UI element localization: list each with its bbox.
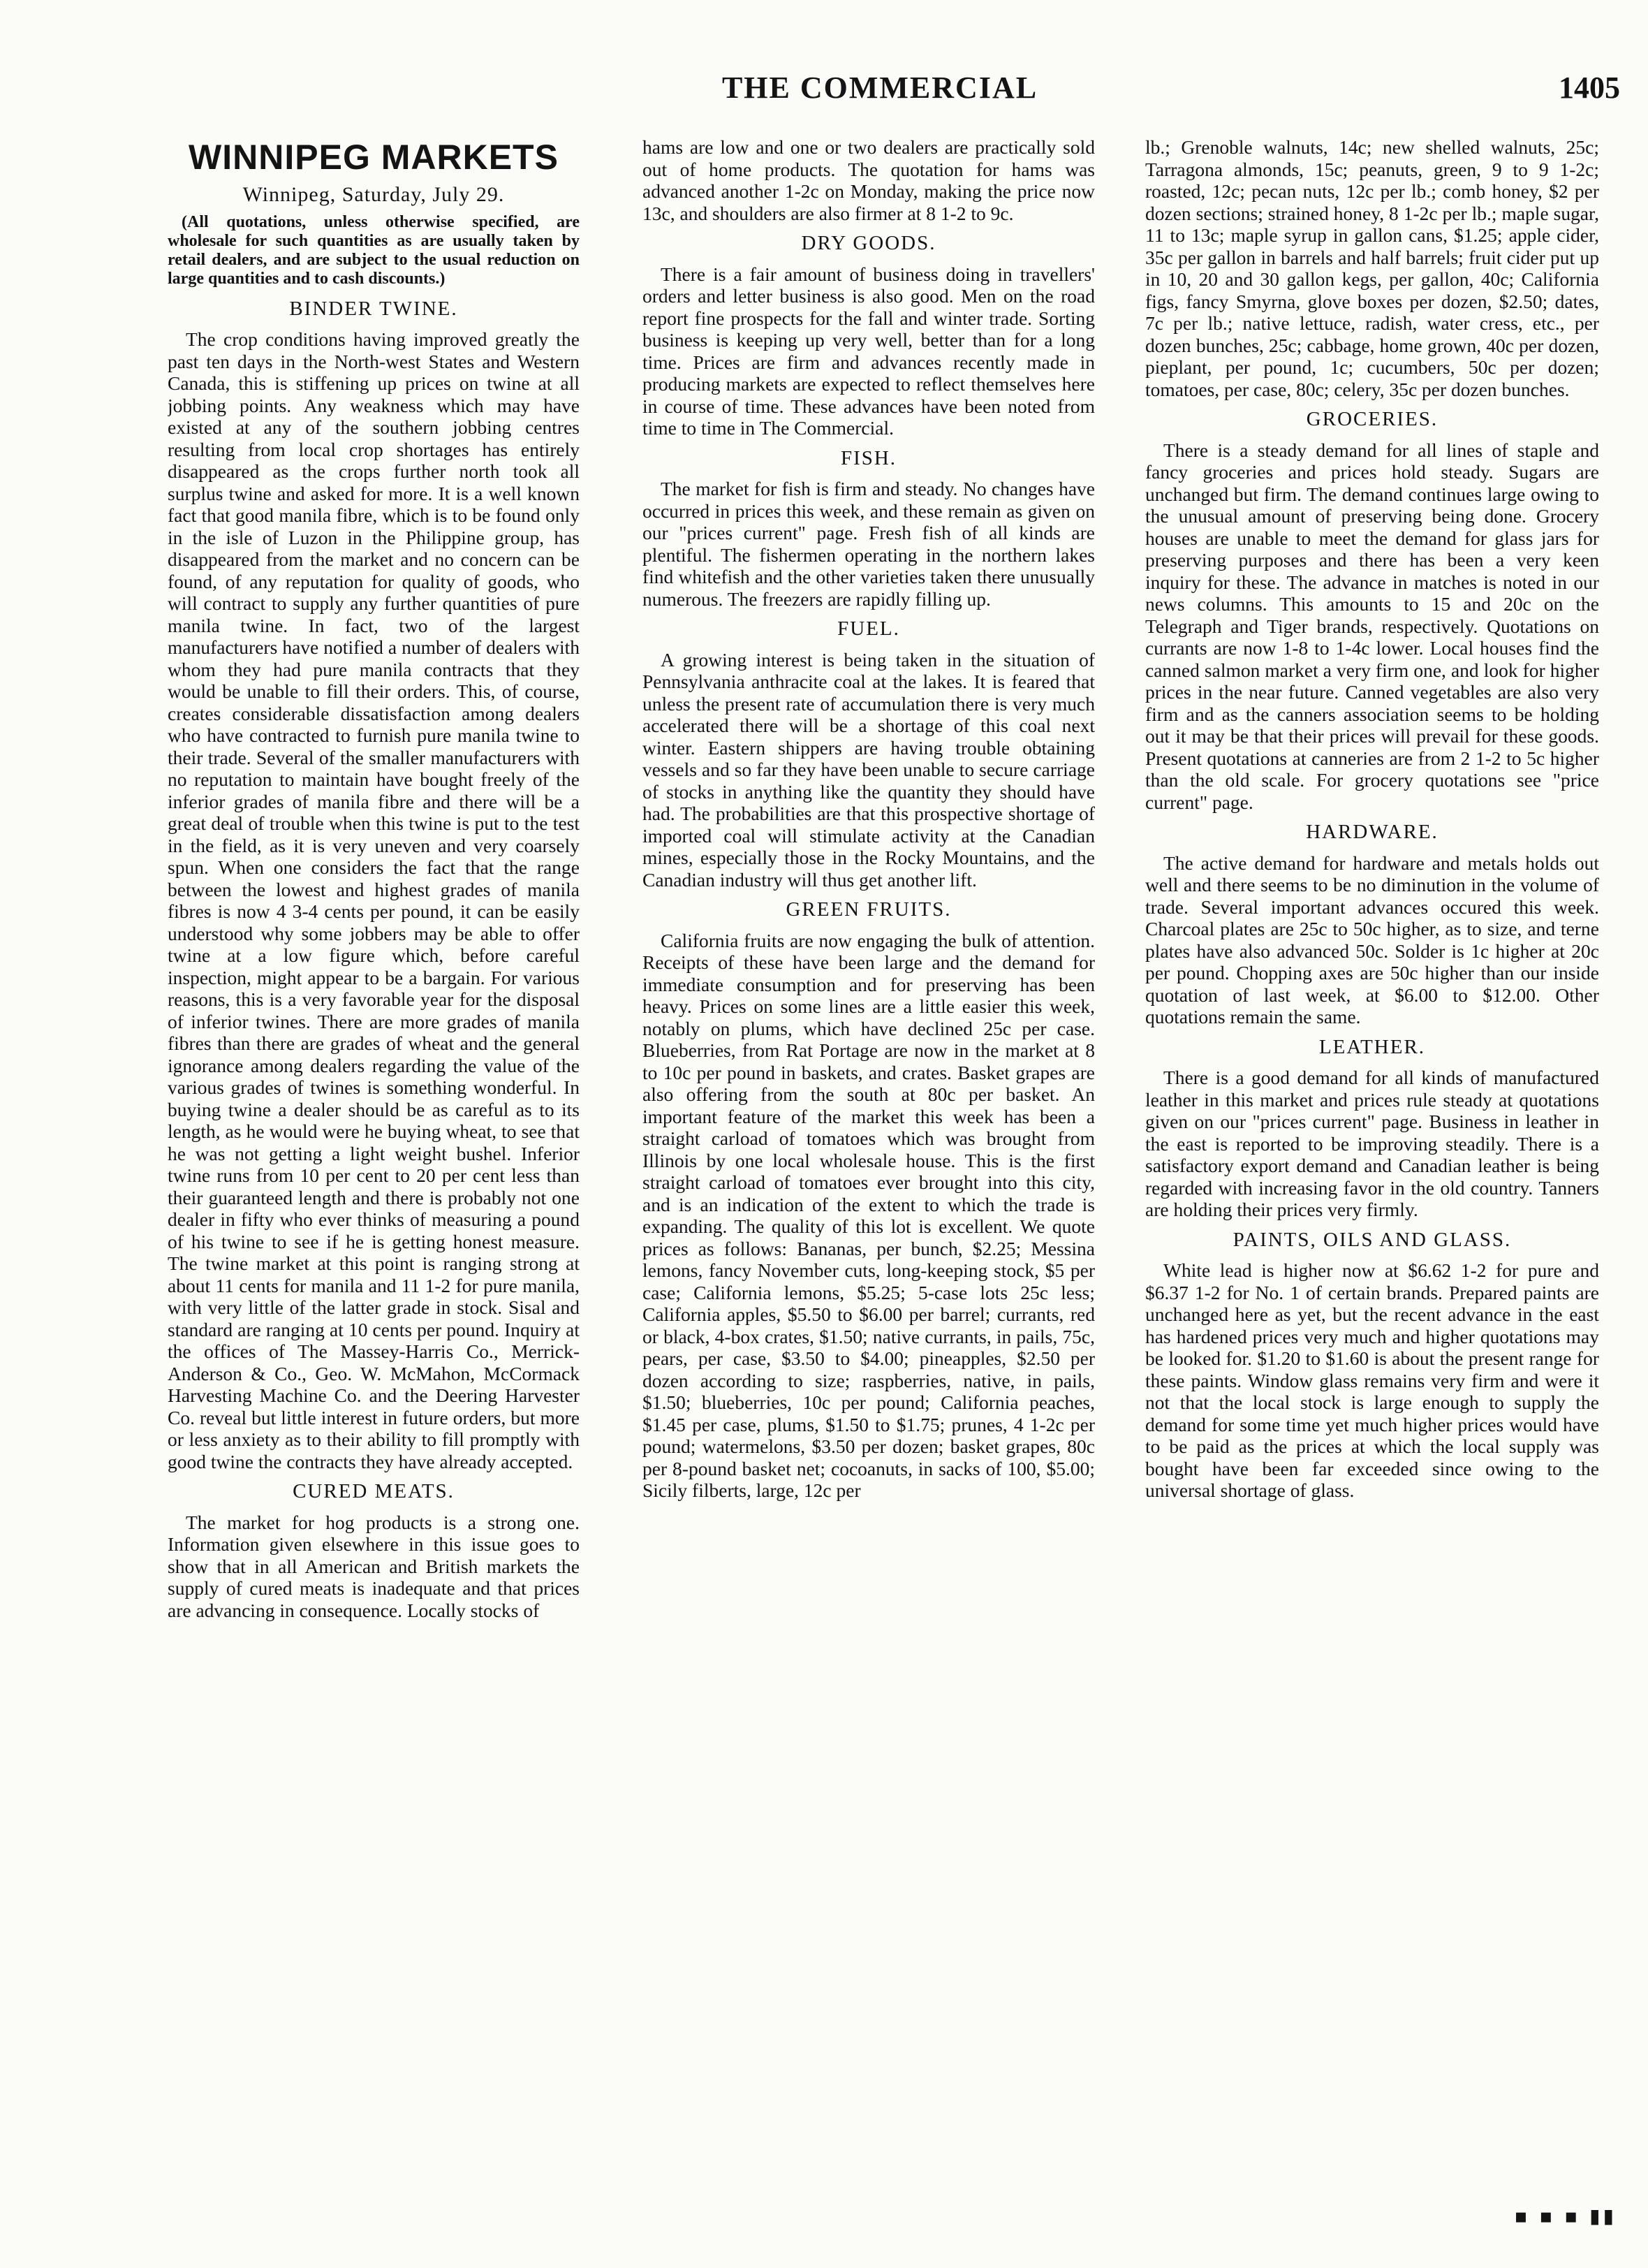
section-body: California fruits are now engaging the bulk of attention. Receipts of these have been large and the demand for immediate consumption and for preserving has been heavy. Prices on some lines are a little easier this week, notably on plums, which have declined 25c per case. Blueberries, from Rat Portage are now in the market at 8 to 10c per pound in baskets, and crates. Basket grapes are also offering from the south at 80c per basket. An important feature of the market this week has been a straight carload of tomatoes which was brought from Illinois by one local wholesale house. This is the first straight carload of tomatoes ever brought into this city, and is an indication of the extent to which the trade is expanding. The quality of this lot is excellent. We quote prices as follows: Bananas, per bunch, $2.25; Messina lemons, fancy November cuts, long-keeping stock, $5 per case; California lemons, $5.25; 5-case lots 25c less; California apples, $5.50 to $6.00 per barrel; currants, red or black, 4-box crates, $1.50; native currants, in pails, 75c, pears, per case, $3.50 to $4.00; pineapples, $2.50 per dozen according to size; raspberries, native, in pails, $1.50; blueberries, 10c per pound; California peaches, $1.45 per case, plums, $1.50 to $1.75; prunes, 4 1-2c per pound; watermelons, $3.50 per dozen; basket grapes, 80c per 8-pound basket net; cocoanuts, in sacks of 100, $5.00; Sicily filberts, large, 12c per bbox=[642, 929, 1095, 1501]
section-body: lb.; Grenoble walnuts, 14c; new shelled walnuts, 25c; Tarragona almonds, 15c; peanuts, green, 9 to 9 1-2c; roasted, 12c; pecan nuts, 12c per lb.; comb honey, $2 per dozen sections; strained honey, 8 1-2c per lb.; maple sugar, 11 to 13c; maple syrup in gallon cans, $1.25; apple cider, 35c per gallon in barrels and half barrels; fruit cider put up in 10, 20 and 30 gallon kegs, per gallon, 40c; California figs, fancy Smyrna, glove boxes per dozen, $2.50; dates, 7c per lb.; native lettuce, radish, water cress, etc., per dozen bunches, 25c; cabbage, home grown, 40c per dozen, pieplant, per pound, 1c; cucumbers, 50c per dozen; tomatoes, per case, 80c; celery, 35c per dozen bunches. bbox=[1145, 136, 1599, 400]
masthead: THE COMMERCIAL bbox=[721, 71, 1038, 105]
section-body: There is a good demand for all kinds of manufactured leather in this market and prices rule steady at quotations given on our "prices current" page. Business in leather in the east is reported to be improving steadily. There is a satisfactory export demand and Canadian leather is being regarded with increasing favor in the old country. Tanners are holding their prices very firmly. bbox=[1145, 1067, 1599, 1220]
section-body: The active demand for hardware and metals holds out well and there seems to be no diminution in the volume of trade. Several important advances occured this week. Charcoal plates are 25c to 50c higher, as to size, and terne plates have also advanced 50c. Solder is 1c higher at 20c per pound. Chopping axes are 50c higher than our inside quotation of last week, at $6.00 to $12.00. Other quotations remain the same. bbox=[1145, 851, 1599, 1027]
column-1 bbox=[168, 136, 580, 2240]
section-cured-meats bbox=[168, 1481, 580, 1621]
section-paints-oils-glass bbox=[1145, 1229, 1599, 1502]
section-body: The market for hog products is a strong one. Information given elsewhere in this issue goes to show that in all American and British markets the supply of cured meats is inadequate and that prices are advancing in consequence. Locally stocks of bbox=[168, 1511, 580, 1621]
section-body: There is a fair amount of business doing in travellers' orders and letter business is also good. Men on the road report fine prospects for the fall and winter trade. Sorting business is keeping up very well, better than for a long time. Prices are firm and advances recently made in producing markets are expected to reflect themselves here in course of time. These advances have been noted from time to time in The Commercial. bbox=[642, 263, 1095, 439]
section-heading: FUEL. bbox=[837, 617, 900, 640]
section-body: White lead is higher now at $6.62 1-2 for pure and $6.37 1-2 for No. 1 of certain brands. Prepared paints are unchanged here as yet, but the recent advance in the east has hardened prices very much and higher quotations may be looked for. $1.20 to $1.60 is about the present range for these paints. Window glass remains very firm and were it not that the local stock is large enough to supply the demand for some time yet much higher prices would have to be paid as the prices at which the local supply was bought have been far exceeded since owing to the universal shortage of glass. bbox=[1145, 1259, 1599, 1501]
section-hardware bbox=[1145, 821, 1599, 1028]
dateline: Winnipeg, Saturday, July 29. bbox=[242, 183, 505, 206]
print-mark-icon: ▪ ▪ ▪ ▮▮ bbox=[1514, 2204, 1617, 2227]
section-leather bbox=[1145, 1037, 1599, 1221]
section-heading: HARDWARE. bbox=[1306, 821, 1439, 843]
section-heading: GREEN FRUITS. bbox=[786, 898, 952, 921]
section-heading: FISH. bbox=[840, 446, 897, 469]
section-body: A growing interest is being taken in the situation of Pennsylvania anthracite coal at the lakes. It is feared that unless the present rate of accumulation there is very much accelerated there will be a shortage of this coal next winter. Eastern shippers are having trouble obtaining vessels and so far they have been unable to secure carriage of stocks in anything like the quantity they should have had. The probabilities are that this prospective shortage of imported coal will stimulate activity at the Canadian mines, especially those in the Rocky Mountains, and the Canadian industry will thus get another lift. bbox=[642, 648, 1095, 891]
column-3 bbox=[1145, 136, 1599, 2240]
section-dry-goods bbox=[642, 233, 1095, 439]
section-groceries bbox=[1145, 409, 1599, 813]
section-body: The crop conditions having improved greatly the past ten days in the North-west States and Western Canada, this is stiffening up prices on twine at all jobbing points. Any weakness which may have existed at any of the southern jobbing centres resulting from local crop shortages has entirely disappeared as the crops further north took all surplus twine and asked for more. It is a well known fact that good manila fibre, which is to be found only in the isle of Luzon in the Philippine group, has disappeared from the market and no concern can be found, of any reputation for quality of goods, who will contract to supply any further quantities of pure manila twine. In fact, two of the largest manufacturers have notified a number of dealers with whom they had pure manila contracts that they would be unable to fill their orders. This, of course, creates considerable dissatisfaction among dealers who have contracted to furnish pure manila twine to their trade. Several of the smaller manufacturers with no reputation to maintain have bought freely of the inferior grades of manila fibre and there will be a great deal of trouble when this twine is put to the test in the field, as it is very uneven and very coarsely spun. When one considers the fact that the range between the lowest and highest grades of manila fibres is now 4 3-4 cents per pound, it can be easily understood why some jobbers may be able to offer twine at a low figure which, before careful inspection, might appear to be a bargain. For various reasons, this is a very favorable year for the disposal of inferior twines. There are more grades of manila fibres than there are grades of wheat and the general ignorance among dealers regarding the value of the various grades of twines is something wonderful. In buying twine a dealer should be as careful as to its length, as he would were he buying wheat, to see that he was not getting a light weight bushel. Inferior twine runs from 10 per cent to 20 per cent less than their guaranteed length and there is probably not one dealer in fifty who ever thinks of measuring a pound of his twine to see if he is getting honest measure. The twine market at this point is ranging strong at about 11 cents for manila and 11 1-2 for pure manila, with very little of the latter grade in stock. Sisal and standard are ranging at 10 cents per pound. Inquiry at the offices of The Massey-Harris Co., Merrick-Anderson & Co., Geo. W. McMahon, McCormack Harvesting Machine Co. and the Deering Harvester Co. reveal but little interest in future orders, but more or less anxiety as to their ability to fill promptly with good twine the contracts they have already accepted. bbox=[168, 328, 580, 1472]
section-heading: CURED MEATS. bbox=[293, 1480, 455, 1502]
section-green-fruits-continued bbox=[1145, 136, 1599, 400]
section-green-fruits bbox=[642, 899, 1095, 1502]
section-binder-twine bbox=[168, 298, 580, 1473]
page-number: 1405 bbox=[1559, 71, 1620, 105]
section-heading: DRY GOODS. bbox=[801, 232, 936, 254]
section-heading: GROCERIES. bbox=[1306, 408, 1439, 430]
section-heading: PAINTS, OILS AND GLASS. bbox=[1233, 1228, 1512, 1251]
column-2 bbox=[642, 136, 1095, 2240]
section-body: There is a steady demand for all lines of staple and fancy groceries and prices hold steady. Sugars are unchanged but firm. The demand continues large owing to the unusual amount of preserving being done. Grocery houses are unable to meet the demand for glass jars for preserving purposes and there has been a very keen inquiry for these. The advance in matches is noted in our news columns. This amounts to 15 and 20c on the Telegraph and Tiger brands, respectively. Quotations on currants are now 1-8 to 1-4c lower. Local houses find the canned salmon market a very firm one, and look for higher prices in the near future. Canned vegetables are also very firm and as the canners association seems to be holding out it may be that their prices will prevail for these goods. Present quotations at canneries are from 2 1-2 to 5c higher than the old scale. For grocery quotations see "price current" page. bbox=[1145, 439, 1599, 813]
section-fish bbox=[642, 448, 1095, 610]
section-body: The market for fish is firm and steady. No changes have occurred in prices this week, and these remain as given on our "prices current" page. Fresh fish of all kinds are plentiful. The fishermen operating in the northern lakes find whitefish and the other varieties taken there unusually numerous. The freezers are rapidly filling up. bbox=[642, 478, 1095, 610]
article-title: WINNIPEG MARKETS bbox=[189, 138, 559, 177]
section-fuel bbox=[642, 618, 1095, 891]
running-head bbox=[0, 70, 1648, 112]
section-heading: BINDER TWINE. bbox=[289, 297, 458, 320]
section-body: hams are low and one or two dealers are practically sold out of home products. The quotation for hams was advanced another 1-2c on Monday, making the price now 13c, and shoulders are also firmer at 8 1-2 to 9c. bbox=[642, 136, 1095, 224]
section-heading: LEATHER. bbox=[1318, 1035, 1426, 1058]
quotations-note: (All quotations, unless otherwise specified, are wholesale for such quantities as are usually taken by retail dealers, and are subject to the usual reduction on large quantities and to cash discounts.) bbox=[168, 212, 580, 288]
section-cured-meats-continued bbox=[642, 136, 1095, 224]
